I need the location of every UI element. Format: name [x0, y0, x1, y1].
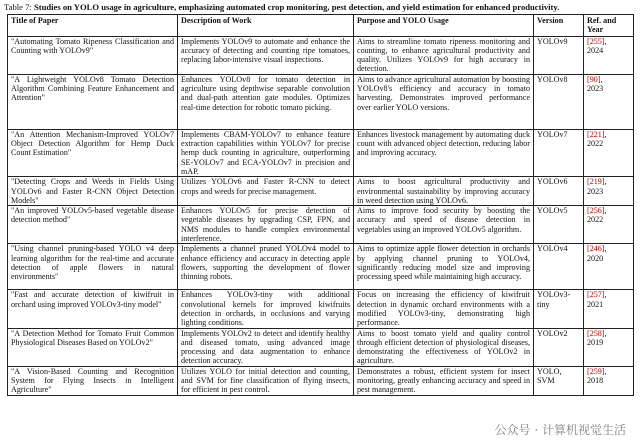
- purpose-cell: Demonstrates a robust, efficient system for insect monitoring, greatly enhancing accuracy and speed in pest management.: [354, 366, 534, 395]
- table-row: [8, 36, 634, 74]
- table-body: [8, 36, 634, 395]
- citation-link[interactable]: [257]: [587, 290, 605, 300]
- purpose-cell: Aims to streamline tomato ripeness monitoring and counting, to enhance agricultural productivity and quality. Utilizes YOLOv9 for high accuracy in detection.: [354, 36, 534, 74]
- description-cell: Enhances YOLOv5 for precise detection of vegetable diseases by upgrading CSP, FPN, and NMS modules to handle complex environmental interference.: [178, 206, 354, 244]
- ref-year-cell: [255], 2024: [584, 36, 634, 74]
- description-cell: Implements a channel pruned YOLOv4 model to enhance efficiency and accuracy in detecting apple flowers, supporting the development of flower thinning robots.: [178, 244, 354, 290]
- title-cell: "A Vision-Based Counting and Recognition System for Flying Insects in Intelligent Agriculture": [8, 366, 178, 395]
- header-purpose: Purpose and YOLO Usage: [354, 15, 534, 37]
- header-version: Version: [534, 15, 584, 37]
- version-cell: YOLOv2: [534, 328, 584, 366]
- citation-link[interactable]: [258]: [587, 328, 605, 338]
- caption-text: Studies on YOLO usage in agriculture, emphasizing automated crop monitoring, pest detection, and yield estimation for enhanced productivity.: [33, 2, 560, 12]
- table-row: [8, 206, 634, 244]
- table-row: [8, 129, 634, 176]
- version-cell: YOLOv3-tiny: [534, 290, 584, 328]
- table-row: [8, 74, 634, 129]
- year-text: 2019: [587, 337, 604, 347]
- citation-link[interactable]: [246]: [587, 244, 605, 254]
- purpose-cell: Aims to optimize apple flower detection in orchards by applying channel pruning to YOLOv4, significantly reducing model size and improving processing speed while maintaining high accuracy.: [354, 244, 534, 290]
- description-cell: Implements YOLOv2 to detect and identify healthy and diseased tomato, using advanced image processing and data augmentation to enhance detection accuracy.: [178, 328, 354, 366]
- ref-year-cell: [246], 2020: [584, 244, 634, 290]
- citation-link[interactable]: [221]: [587, 129, 605, 139]
- title-cell: "An improved YOLOv5-based vegetable disease detection method": [8, 206, 178, 244]
- watermark-text: 公众号 · 计算机视觉生活: [494, 423, 626, 437]
- ref-year-cell: [257], 2021: [584, 290, 634, 328]
- table-row: [8, 366, 634, 395]
- purpose-cell: Focus on increasing the efficiency of kiwifruit detection in dynamic orchard environments with a modified YOLOv3-tiny, demonstrating high performance.: [354, 290, 534, 328]
- version-cell: YOLO, SVM: [534, 366, 584, 395]
- header-row: [8, 15, 634, 37]
- year-text: 2024: [587, 45, 604, 55]
- version-cell: YOLOv5: [534, 206, 584, 244]
- year-text: 2022: [587, 139, 604, 149]
- ref-year-cell: [90], 2023: [584, 74, 634, 129]
- version-cell: YOLOv9: [534, 36, 584, 74]
- year-text: 2020: [587, 253, 604, 263]
- ref-year-cell: [219], 2023: [584, 177, 634, 206]
- description-cell: Implements CBAM-YOLOv7 to enhance feature extraction capabilities within YOLOv7 for precise hemp duck counting in agriculture, outperforming SE-YOLOv7 and ECA-YOLOv7 in precision and mAP.: [178, 129, 354, 176]
- version-cell: YOLOv8: [534, 74, 584, 129]
- title-cell: "Detecting Crops and Weeds in Fields Using YOLOv6 and Faster R-CNN Object Detection Models": [8, 177, 178, 206]
- citation-link[interactable]: [255]: [587, 36, 605, 46]
- ref-year-cell: [259], 2018: [584, 366, 634, 395]
- title-cell: "A Lightweight YOLOv8 Tomato Detection Algorithm Combining Feature Enhancement and Attention": [8, 74, 178, 129]
- purpose-cell: Aims to improve food security by boosting the accuracy and speed of disease detection in vegetables using an improved YOLOv5 algorithm.: [354, 206, 534, 244]
- title-cell: "Automating Tomato Ripeness Classification and Counting with YOLOv9": [8, 36, 178, 74]
- ref-year-cell: [256], 2022: [584, 206, 634, 244]
- table-caption: [4, 2, 636, 12]
- title-cell: "Using channel pruning-based YOLO v4 deep learning algorithm for the real-time and accurate detection of apple flowers in natural environments": [8, 244, 178, 290]
- version-cell: YOLOv7: [534, 129, 584, 176]
- table-row: [8, 177, 634, 206]
- year-text: 2023: [587, 84, 604, 94]
- header-ref: Ref. and Year: [584, 15, 634, 37]
- header-title: Title of Paper: [8, 15, 178, 37]
- year-text: 2023: [587, 186, 604, 196]
- title-cell: "A Detection Method for Tomato Fruit Common Physiological Diseases Based on YOLOv2": [8, 328, 178, 366]
- ref-year-cell: [221], 2022: [584, 129, 634, 176]
- version-cell: YOLOv6: [534, 177, 584, 206]
- table-row: [8, 328, 634, 366]
- table-row: [8, 290, 634, 328]
- citation-link[interactable]: [259]: [587, 366, 605, 376]
- purpose-cell: Aims to boost agricultural productivity and environmental sustainability by improving accuracy in weed detection using YOLOv6.: [354, 177, 534, 206]
- header-description: Description of Work: [178, 15, 354, 37]
- table-row: [8, 244, 634, 290]
- description-cell: Enhances YOLOv3-tiny with additional convolutional kernels for improved kiwifruits detection in orchards, in occlusions and varying lighting conditions.: [178, 290, 354, 328]
- yolo-agriculture-table: [7, 14, 634, 396]
- description-cell: Utilizes YOLO for initial detection and counting, and SVM for fine classification of flying insects, for efficient in pest control.: [178, 366, 354, 395]
- citation-link[interactable]: [219]: [587, 177, 605, 187]
- description-cell: Enhances YOLOv8 for tomato detection in agriculture using depthwise separable convolution and dual-path attention gate modules. Optimizes real-time detection for robotic tomato picking.: [178, 74, 354, 129]
- caption-label: Table 7:: [4, 2, 32, 12]
- title-cell: "Fast and accurate detection of kiwifruit in orchard using improved YOLOv3-tiny model": [8, 290, 178, 328]
- citation-link[interactable]: [90]: [587, 74, 601, 84]
- description-cell: Utilizes YOLOv6 and Faster R-CNN to detect crops and weeds for precise management.: [178, 177, 354, 206]
- year-text: 2018: [587, 376, 604, 386]
- year-text: 2021: [587, 299, 604, 309]
- title-cell: "An Attention Mechanism-Improved YOLOv7 Object Detection Algorithm for Hemp Duck Count Estimation": [8, 129, 178, 176]
- purpose-cell: Enhances livestock management by automating duck count with advanced object detection, reducing labor and improving accuracy.: [354, 129, 534, 176]
- year-text: 2022: [587, 215, 604, 225]
- purpose-cell: Aims to advance agricultural automation by boosting YOLOv8's efficiency and accuracy in tomato harvesting. Demonstrates improved performance over earlier YOLO versions.: [354, 74, 534, 129]
- purpose-cell: Aims to boost tomato yield and quality control through efficient detection of physiological diseases, demonstrating the effectiveness of YOLOv2 in agriculture.: [354, 328, 534, 366]
- version-cell: YOLOv4: [534, 244, 584, 290]
- ref-year-cell: [258], 2019: [584, 328, 634, 366]
- citation-link[interactable]: [256]: [587, 206, 605, 216]
- description-cell: Implements YOLOv9 to automate and enhance the accuracy of detecting and counting ripe tomatoes, replacing labor-intensive visual inspections.: [178, 36, 354, 74]
